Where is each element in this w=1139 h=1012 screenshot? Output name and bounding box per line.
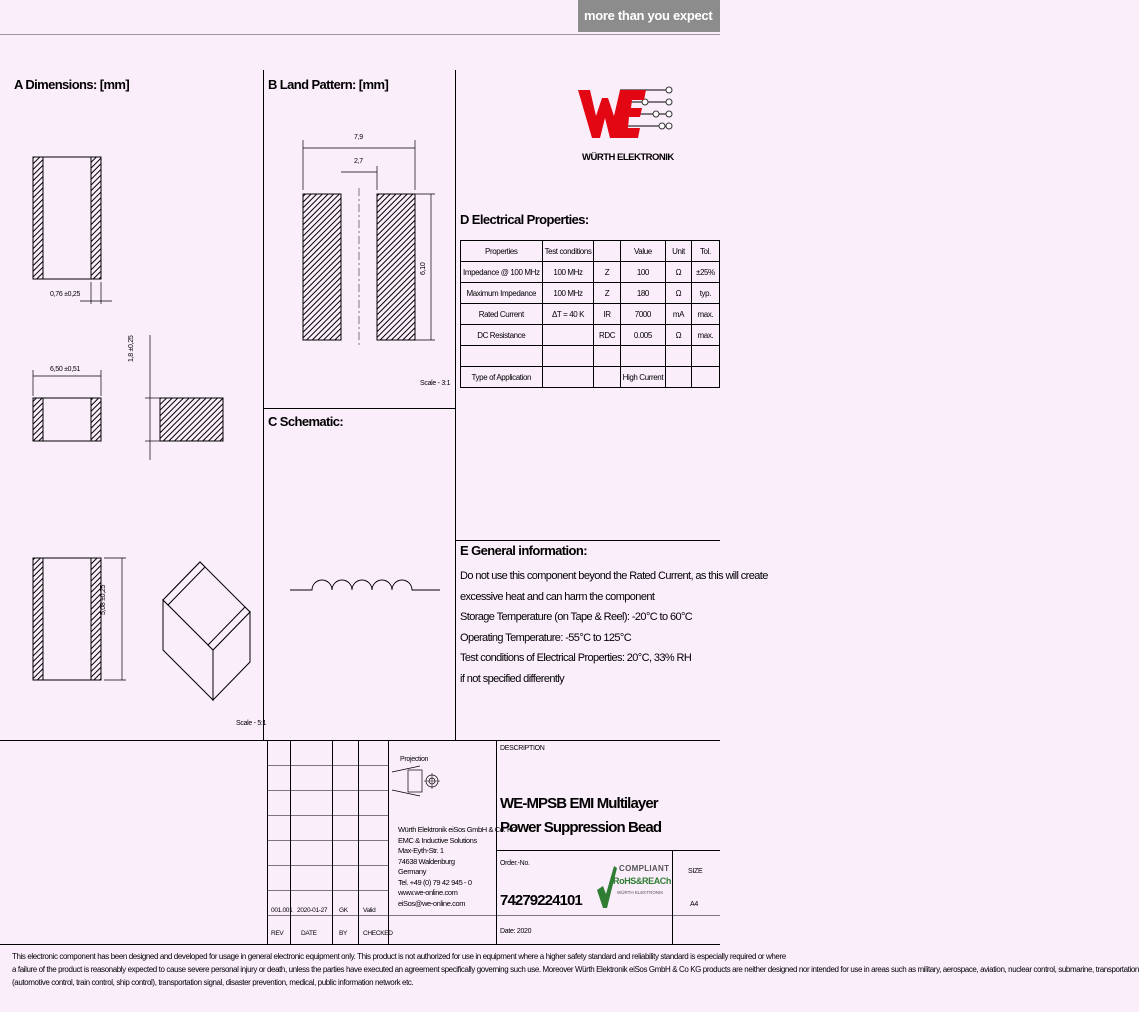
divider-c-e-v xyxy=(455,408,456,740)
dim-terminal-width: 0,76 ±0,25 xyxy=(50,291,81,298)
order-code: 74279224101 xyxy=(500,892,582,909)
top-border xyxy=(0,34,720,35)
tagline: more than you expect xyxy=(584,8,713,23)
wurth-logo xyxy=(570,80,685,170)
land-pad: 2,7 xyxy=(354,158,363,165)
section-land-pattern: B Land Pattern: [mm] xyxy=(268,77,389,92)
logo-brand-text: WÜRTH ELEKTRONIK xyxy=(582,152,674,163)
iso-view xyxy=(163,562,250,700)
table-row: Maximum Impedance 100 MHz Z 180 Ω typ. xyxy=(461,283,720,304)
col-tol: Tol. xyxy=(691,241,719,262)
dim-length: 6,50 ±0,51 xyxy=(50,366,81,373)
col-properties: Properties xyxy=(461,241,543,262)
land-pattern-drawing xyxy=(263,100,455,400)
col-test-conditions: Test conditions xyxy=(542,241,594,262)
order-code-label: Order.-No. xyxy=(500,860,530,867)
general-info: Do not use this component beyond the Rated Current, as this will create excessive heat and can harm the component Storage Temperature (on Tape & Reel): -20°C to 60°C Operating Temperature: -55°C to 125°C Test conditions of Electrical Properties: 20°C, 33% RH if not specified differently xyxy=(460,570,768,685)
electrical-table xyxy=(460,240,720,388)
size-date: Date: 2020 xyxy=(500,928,532,935)
land-scale: Scale - 3:1 xyxy=(420,380,451,387)
revision-values: 001.001 2020-01-27 GK Valid xyxy=(271,907,376,914)
section-general: E General information: xyxy=(460,543,587,558)
schematic-inductor xyxy=(290,560,450,600)
rohs-badge xyxy=(595,862,669,912)
compliant-label: COMPLIANT xyxy=(619,864,670,873)
table-row: Impedance @ 100 MHz 100 MHz Z 100 Ω ±25% xyxy=(461,262,720,283)
description-label: DESCRIPTION xyxy=(500,745,545,752)
dim-width: 5,08 ±0,25 xyxy=(100,584,107,615)
product-description: WE-MPSB EMI Multilayer Power Suppression Bead xyxy=(500,795,662,836)
col-value: Value xyxy=(620,241,666,262)
table-row xyxy=(461,346,720,367)
divider-d-e xyxy=(455,540,720,541)
dim-height: 1,8 ±0,25 xyxy=(128,335,135,362)
table-row: Type of Application High Current xyxy=(461,367,720,388)
col-unit: Unit xyxy=(666,241,692,262)
table-row: Rated Current ΔT = 40 K IR 7000 mA max. xyxy=(461,304,720,325)
revision-headers: REV DATE BY CHECKED xyxy=(271,930,393,937)
table-row: DC Resistance RDC 0.005 Ω max. xyxy=(461,325,720,346)
disclaimer: This electronic component has been designed and developed for usage in general electronic equipment only. This product is not authorized for use in equipment where a higher safety standard and reliability standard is especially required or where a failure of the product is reasonably expected to cause severe personal injury or death, unless the parties have executed an agreement specifically governing such use. Moreover Würth Elektronik eiSos GmbH & Co KG products are neither designed nor intended for use in areas such as military, aerospace, aviation, nuclear control, submarine, transportation (automotive control, train control, ship control), transportation signal, disaster prevention, medical, public information network etc. xyxy=(12,952,1139,987)
address-block: Würth Elektronik eiSos GmbH & Co. KG EMC & Inductive Solutions Max-Eyth-Str. 1 74638 Waldenburg Germany Tel. +49 (0) 79 42 945 - 0 www.we-online.com eiSos@we-online.com xyxy=(398,825,517,908)
table-header-row xyxy=(461,241,720,262)
check-icon xyxy=(595,862,617,912)
section-electrical: D Electrical Properties: xyxy=(460,212,589,227)
dimensions-drawing xyxy=(0,100,263,740)
divider-b-c xyxy=(263,408,456,409)
col-symbol xyxy=(594,241,620,262)
section-schematic: C Schematic: xyxy=(268,414,344,429)
size-label: SIZE xyxy=(688,868,703,875)
section-dimensions: A Dimensions: [mm] xyxy=(14,77,130,92)
dim-scale: Scale - 5:1 xyxy=(236,720,267,727)
projection-label: Projection xyxy=(400,756,429,763)
land-total: 7,9 xyxy=(354,134,363,141)
page-size: A4 xyxy=(690,901,698,908)
divider-b-d xyxy=(455,70,456,410)
land-height: 6,10 xyxy=(420,262,427,275)
rohs-sub-label: WÜRTH ELEKTRONIK xyxy=(617,890,664,895)
rohs-label: RoHS&REACh xyxy=(613,876,671,886)
